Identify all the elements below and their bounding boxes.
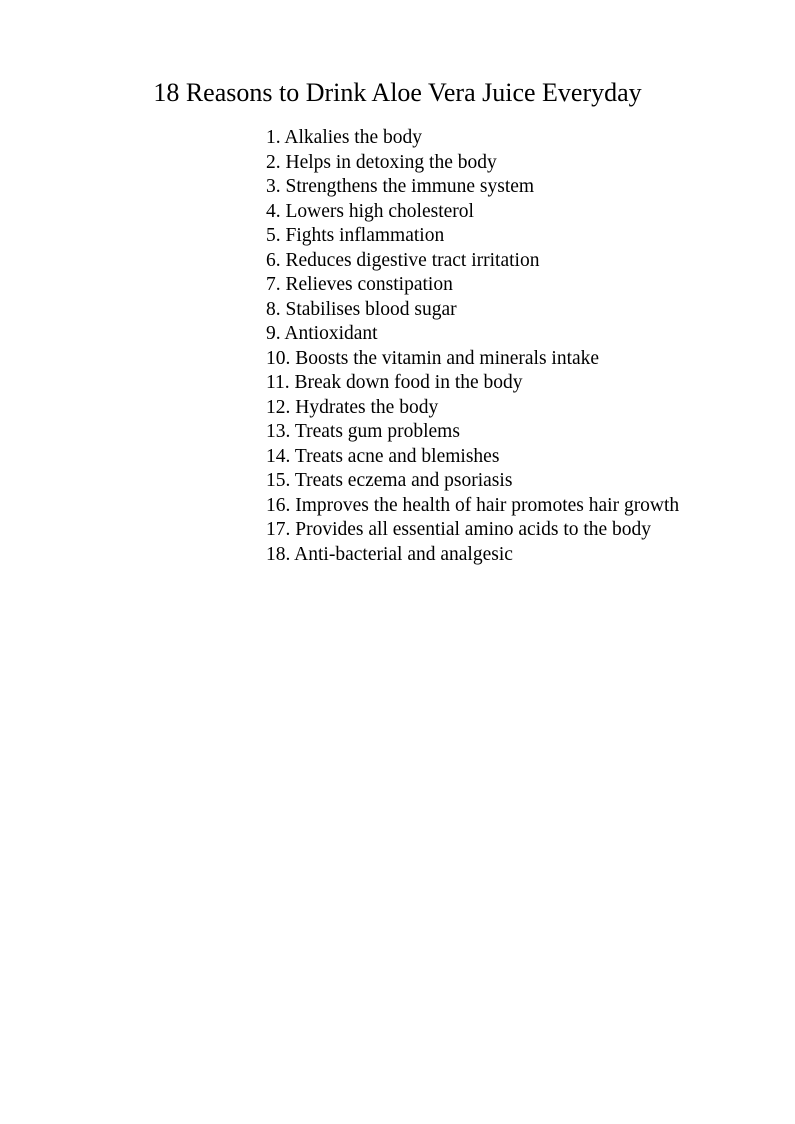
list-item: 2. Helps in detoxing the body [266, 151, 497, 173]
list-item: 10. Boosts the vitamin and minerals intake [266, 347, 600, 369]
list-item: 8. Stabilises blood sugar [266, 298, 457, 320]
list-item: 1. Alkalies the body [266, 127, 422, 148]
list-item: 12. Hydrates the body [266, 396, 439, 418]
list-item: 11. Break down food in the body [266, 372, 523, 393]
list-item: 13. Treats gum problems [266, 421, 460, 442]
list-item: 7. Relieves constipation [266, 274, 453, 295]
list-item: 14. Treats acne and blemishes [266, 445, 500, 467]
list-item: 6. Reduces digestive tract irritation [266, 249, 540, 271]
list-item: 16. Improves the health of hair promotes hair growth [266, 494, 680, 516]
list-item: 5. Fights inflammation [266, 225, 445, 246]
list-item: 18. Anti-bacterial and analgesic [266, 543, 513, 565]
list-item: 17. Provides all essential amino acids to the body [266, 519, 652, 540]
list-item: 9. Antioxidant [266, 323, 378, 344]
page-title: 18 Reasons to Drink Aloe Vera Juice Everyday [153, 78, 642, 107]
list-item: 4. Lowers high cholesterol [266, 200, 474, 222]
list-item: 3. Strengthens the immune system [266, 176, 535, 197]
reasons-list [266, 126, 679, 567]
list-item: 15. Treats eczema and psoriasis [266, 470, 513, 491]
